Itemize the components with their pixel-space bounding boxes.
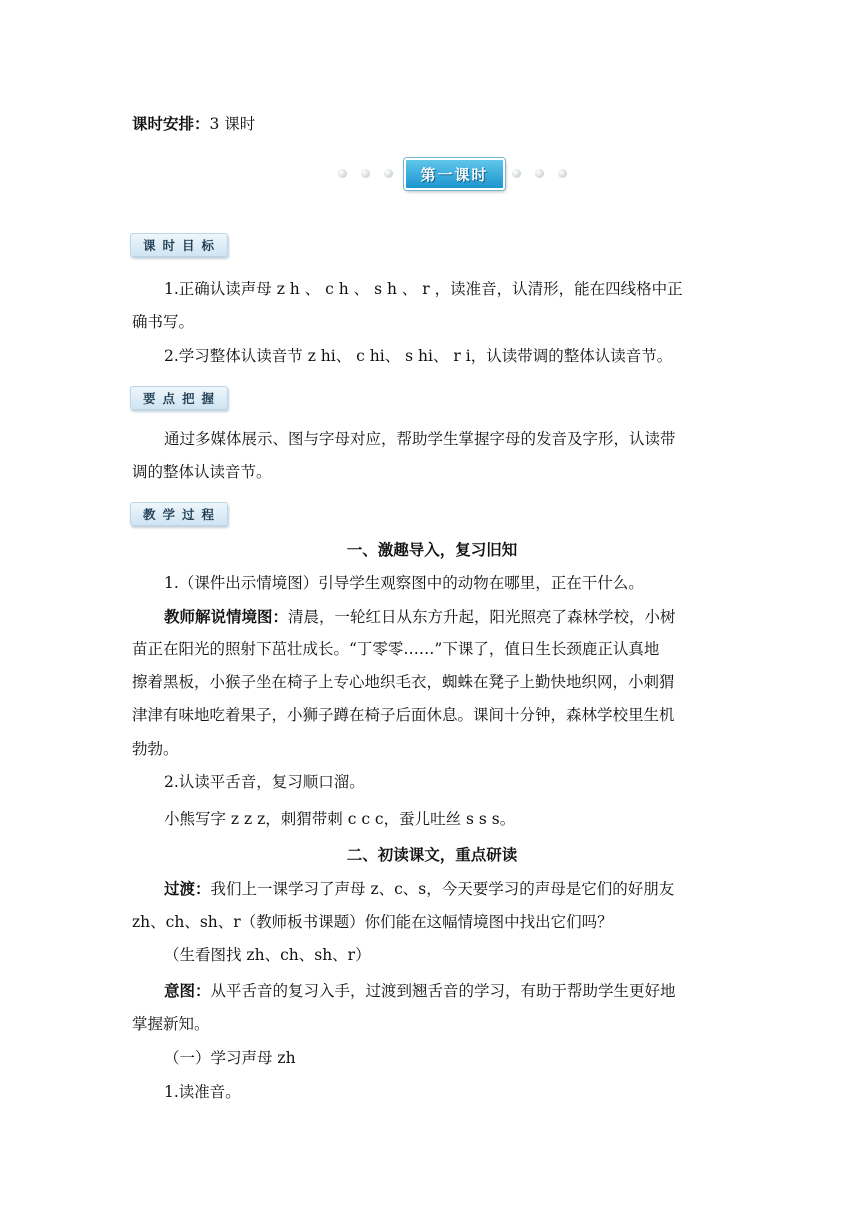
sub-section-zh-item1: 1.读准音。 [164, 1083, 241, 1101]
transition-label: 过渡： [164, 879, 211, 898]
transition-line-1 [164, 872, 734, 906]
keypoint-line-1: 通过多媒体展示、图与字母对应，帮助学生掌握字母的发音及字形，认读带 [164, 430, 676, 448]
intent-line-1 [164, 974, 734, 1008]
process-section-tag: 教学过程 [130, 502, 228, 526]
part1-item1: 1.（课件出示情境图）引导学生观察图中的动物在哪里，正在干什么。 [164, 574, 644, 592]
teacher-narration-line-3: 擦着黑板，小猴子坐在椅子上专心地织毛衣，蜘蛛在凳子上勤快地织网，小刺猬 [132, 673, 675, 691]
goal-line-3: 2.学习整体认读音节 z hi、 c hi、 s hi、 r i，认读带调的整体认读音节。 [164, 347, 673, 365]
banner-dot-icon [361, 169, 370, 178]
part1-heading: 一、激趣导入，复习旧知 [346, 540, 518, 559]
lesson-banner [334, 155, 574, 191]
banner-dot-icon [338, 169, 347, 178]
teacher-narration-line-2: 苗正在阳光的照射下茁壮成长。“丁零零……”下课了，值日生长颈鹿正认真地 [132, 640, 660, 658]
transition-line-2: zh、ch、sh、r（教师板书课题）你们能在这幅情境图中找出它们吗？ [132, 913, 613, 931]
part2-heading: 二、初读课文，重点研读 [346, 845, 518, 864]
keypoint-line-2: 调的整体认读音节。 [132, 463, 272, 481]
goals-section-tag: 课时目标 [130, 233, 228, 257]
schedule-value: 3 课时 [209, 115, 256, 133]
sub-section-zh: （一）学习声母 zh [164, 1049, 296, 1067]
teacher-narration-text: 清晨，一轮红日从东方升起，阳光照亮了森林学校，小树 [288, 608, 676, 626]
banner-dot-icon [558, 169, 567, 178]
rhyme-line: 小熊写字 z z z，刺猬带刺 c c c，蚕儿吐丝 s s s。 [164, 810, 516, 828]
teacher-narration-label: 教师解说情境图： [164, 607, 289, 626]
transition-text: 我们上一课学习了声母 z、c、s，今天要学习的声母是它们的好朋友 [210, 880, 675, 898]
goal-line-2: 确书写。 [132, 313, 195, 331]
intent-label: 意图： [164, 981, 211, 1000]
teacher-narration-line-1 [164, 600, 734, 634]
banner-dot-icon [535, 169, 544, 178]
teacher-narration-line-4: 津津有味地吃着果子，小狮子蹲在椅子后面休息。课间十分钟，森林学校里生机 [132, 706, 675, 724]
schedule-line [132, 107, 732, 141]
banner-dot-icon [512, 169, 521, 178]
schedule-label: 课时安排： [132, 114, 210, 133]
intent-line-2: 掌握新知。 [132, 1015, 210, 1033]
goal-line-1: 1.正确认读声母 z h 、 c h 、 s h 、 r ，读准音，认清形，能在四线格中正 [164, 280, 683, 298]
intent-text: 从平舌音的复习入手，过渡到翘舌音的学习，有助于帮助学生更好地 [210, 982, 676, 1000]
student-note: （生看图找 zh、ch、sh、r） [164, 946, 371, 964]
part1-item2: 2.认读平舌音，复习顺口溜。 [164, 773, 365, 791]
keypoints-section-tag: 要点把握 [130, 386, 228, 410]
teacher-narration-line-5: 勃勃。 [132, 740, 179, 758]
lesson-banner-label: 第一课时 [404, 158, 505, 190]
banner-dot-icon [384, 169, 393, 178]
